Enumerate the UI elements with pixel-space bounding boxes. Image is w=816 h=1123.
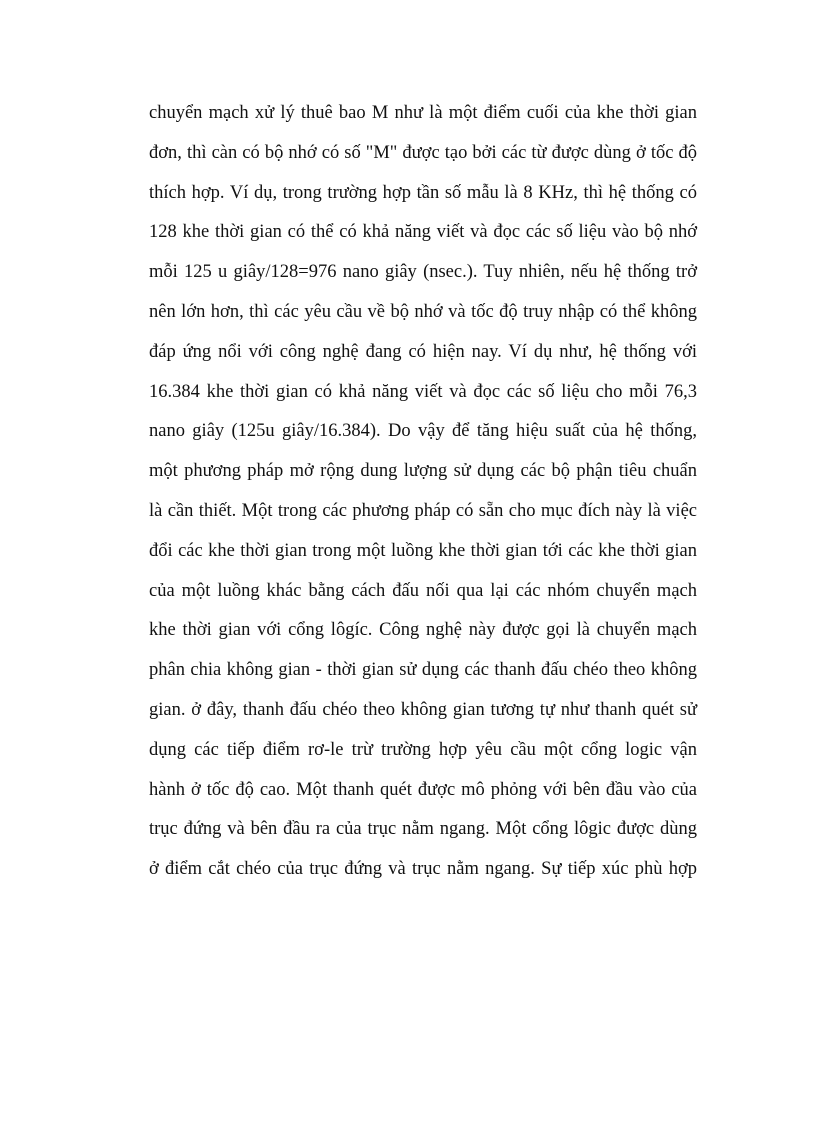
text-line: đáp ứng nổi với công nghệ đang có hiện nay. Ví dụ như, hệ thống với bbox=[149, 341, 697, 362]
text-line: khe thời gian với cổng lôgíc. Công nghệ này được gọi là chuyển mạch bbox=[149, 620, 697, 641]
text-line: 16.384 khe thời gian có khả năng viết và đọc các số liệu cho mỗi 76,3 bbox=[149, 381, 697, 402]
text-line: một phương pháp mở rộng dung lượng sử dụng các bộ phận tiêu chuẩn bbox=[149, 461, 697, 482]
text-line: ở điểm cắt chéo của trục đứng và trục nằm ngang. Sự tiếp xúc phù hợp bbox=[149, 859, 697, 880]
text-line: nên lớn hơn, thì các yêu cầu về bộ nhớ và tốc độ truy nhập có thể không bbox=[149, 301, 697, 322]
text-line: của một luồng khác bằng cách đấu nối qua lại các nhóm chuyển mạch bbox=[149, 580, 697, 601]
text-line: là cần thiết. Một trong các phương pháp có sẵn cho mục đích này là việc bbox=[149, 500, 697, 521]
text-line: 128 khe thời gian có thể có khả năng viết và đọc các số liệu vào bộ nhớ bbox=[149, 222, 697, 243]
text-line: đơn, thì càn có bộ nhớ có số "M" được tạo bởi các từ được dùng ở tốc độ bbox=[149, 142, 697, 163]
text-line: gian. ở đây, thanh đấu chéo theo không gian tương tự như thanh quét sử bbox=[149, 699, 697, 720]
text-line: trục đứng và bên đầu ra của trục nằm ngang. Một cổng lôgic được dùng bbox=[149, 819, 697, 840]
text-line: mỗi 125 u giây/128=976 nano giây (nsec.). Tuy nhiên, nếu hệ thống trở bbox=[149, 262, 697, 283]
text-line: nano giây (125u giây/16.384). Do vậy để tăng hiệu suất của hệ thống, bbox=[149, 421, 697, 442]
text-line: thích hợp. Ví dụ, trong trường hợp tần số mẫu là 8 KHz, thì hệ thống có bbox=[149, 182, 697, 203]
body-paragraph bbox=[149, 94, 697, 890]
text-line: dụng các tiếp điểm rơ-le trừ trường hợp yêu cầu một cổng logic vận bbox=[149, 739, 697, 760]
text-line: đổi các khe thời gian trong một luồng khe thời gian tới các khe thời gian bbox=[149, 540, 697, 561]
text-line: chuyển mạch xử lý thuê bao M như là một điểm cuối của khe thời gian bbox=[149, 103, 697, 123]
text-line: hành ở tốc độ cao. Một thanh quét được mô phỏng với bên đầu vào của bbox=[149, 779, 697, 800]
text-line: phân chia không gian - thời gian sử dụng các thanh đấu chéo theo không bbox=[149, 660, 697, 681]
